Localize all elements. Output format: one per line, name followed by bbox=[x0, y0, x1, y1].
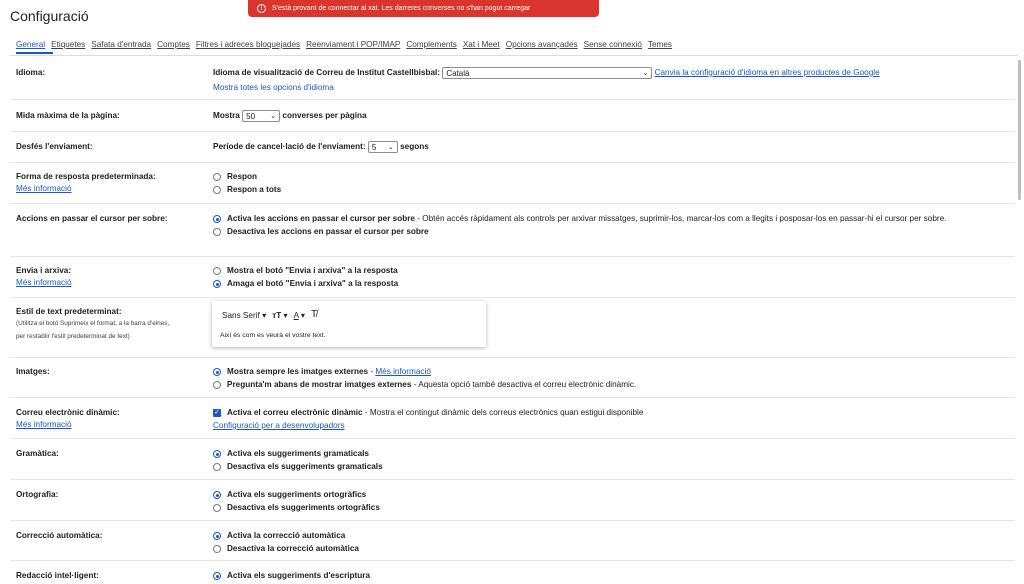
radio-button[interactable] bbox=[213, 504, 221, 512]
option-separator: - bbox=[368, 367, 376, 376]
chevron-down-icon: ⌄ bbox=[642, 69, 649, 77]
setting-label: Desfés l'enviament: bbox=[16, 142, 93, 151]
tab-accounts[interactable]: Comptes bbox=[157, 40, 190, 49]
setting-value bbox=[213, 366, 1009, 392]
setting-value bbox=[213, 141, 1009, 153]
setting-value bbox=[213, 407, 1009, 431]
setting-spelling bbox=[10, 480, 1015, 521]
page-title: Configuració bbox=[10, 8, 89, 24]
more-info-link[interactable]: Més informació bbox=[375, 367, 431, 376]
page-size-select-value: 50 bbox=[246, 111, 256, 121]
setting-value bbox=[213, 489, 1009, 515]
setting-label: Gramàtica: bbox=[16, 449, 59, 458]
show-all-languages-link[interactable]: Mostra totes les opcions d'idioma bbox=[213, 83, 334, 92]
radio-option[interactable] bbox=[213, 448, 1009, 459]
tab-general[interactable]: General bbox=[16, 40, 46, 49]
setting-value bbox=[213, 570, 1009, 583]
setting-label: Mida màxima de la pàgina: bbox=[16, 111, 120, 120]
text-style-editor bbox=[212, 301, 486, 347]
radio-button[interactable] bbox=[213, 545, 221, 553]
more-info-link[interactable]: Més informació bbox=[16, 420, 72, 429]
tab-labels[interactable]: Etiquetes bbox=[51, 40, 86, 49]
setting-images bbox=[10, 358, 1015, 398]
radio-option[interactable] bbox=[213, 213, 1009, 224]
setting-dynamic-email bbox=[10, 398, 1015, 439]
text-style-hint: per restablir l'estil predeterminat de text) bbox=[16, 333, 130, 340]
radio-option[interactable] bbox=[213, 530, 1009, 541]
option-label: Desactiva la correcció automàtica bbox=[227, 544, 359, 553]
tab-forwarding[interactable]: Reenviament i POP/IMAP bbox=[306, 40, 401, 49]
setting-value bbox=[213, 213, 1009, 239]
tab-addons[interactable]: Complements bbox=[406, 40, 457, 49]
text-color-button[interactable] bbox=[294, 310, 305, 320]
tab-inbox[interactable]: Safata d'entrada bbox=[91, 40, 152, 49]
radio-option[interactable] bbox=[213, 366, 1009, 377]
setting-smart-compose bbox=[10, 561, 1015, 581]
option-label: Activa el correu electrònic dinàmic bbox=[227, 408, 363, 417]
tab-offline[interactable]: Sense connexió bbox=[583, 40, 642, 49]
language-select[interactable] bbox=[442, 67, 652, 79]
setting-label: Idioma: bbox=[16, 68, 46, 77]
radio-button[interactable] bbox=[213, 173, 221, 181]
option-label: Activa els suggeriments gramaticals bbox=[227, 449, 369, 458]
setting-hover-actions bbox=[10, 204, 1015, 257]
dynamic-email-label: Correu electrònic dinàmic: bbox=[16, 408, 120, 417]
setting-grammar bbox=[10, 439, 1015, 480]
text-size-icon: ᴛT bbox=[272, 310, 282, 320]
page-size-select[interactable] bbox=[242, 110, 280, 122]
checkbox-checked-icon[interactable]: ✓ bbox=[214, 409, 220, 416]
undo-send-after: segons bbox=[400, 142, 429, 152]
option-label: Amaga el botó "Envia i arxiva" a la resposta bbox=[227, 279, 399, 288]
toast-message: S'està provant de connectar al xat. Les darreres converses no s'han pogut carregar bbox=[272, 5, 531, 12]
option-label: Desactiva les accions en passar el cursor per sobre bbox=[227, 227, 429, 236]
setting-label: Redacció intel·ligent: bbox=[16, 571, 99, 580]
settings-tabs bbox=[16, 40, 672, 49]
option-label: Respon a tots bbox=[227, 185, 282, 194]
radio-option[interactable] bbox=[213, 278, 1009, 289]
radio-button[interactable] bbox=[213, 463, 221, 471]
page-size-after: converses per pàgina bbox=[282, 111, 367, 121]
error-toast bbox=[248, 0, 599, 17]
setting-value bbox=[213, 265, 1009, 291]
more-info-link[interactable]: Més informació bbox=[16, 278, 72, 287]
option-description: - Aquesta opció també desactiva el correu electrònic dinàmic. bbox=[411, 380, 637, 389]
setting-label bbox=[16, 407, 120, 430]
change-language-link[interactable]: Canvia la configuració d'idioma en altres productes de Google bbox=[654, 68, 880, 78]
font-family-select[interactable] bbox=[222, 310, 266, 320]
setting-reply-default bbox=[10, 163, 1015, 204]
option-label: Pregunta'm abans de mostrar imatges externes bbox=[227, 380, 412, 389]
setting-label: Accions en passar el cursor per sobre: bbox=[16, 214, 168, 223]
setting-undo-send bbox=[10, 132, 1015, 163]
send-archive-label: Envia i arxiva: bbox=[16, 266, 72, 275]
option-label: Desactiva els suggeriments gramaticals bbox=[227, 462, 383, 471]
radio-option[interactable] bbox=[213, 379, 1009, 390]
language-select-value: Català bbox=[446, 68, 470, 78]
setting-value bbox=[213, 171, 1009, 197]
text-style-hint: (Utilitza el botó Suprimeix el format, a la barra d'eines, bbox=[16, 320, 170, 327]
setting-value bbox=[213, 67, 1009, 93]
setting-label: Imatges: bbox=[16, 367, 50, 376]
option-label: Respon bbox=[227, 172, 258, 181]
text-color-icon: A bbox=[293, 310, 299, 320]
radio-option[interactable] bbox=[213, 184, 1009, 195]
setting-language bbox=[10, 56, 1015, 100]
more-info-link[interactable]: Més informació bbox=[16, 184, 72, 193]
setting-value bbox=[213, 110, 1009, 122]
tab-filters[interactable]: Filtres i adreces bloquejades bbox=[195, 40, 301, 49]
setting-label bbox=[16, 265, 72, 288]
radio-button-selected[interactable] bbox=[213, 450, 221, 458]
radio-button-selected[interactable] bbox=[213, 368, 221, 376]
chevron-down-icon: ⌄ bbox=[387, 143, 394, 151]
reply-default-label: Forma de resposta predeterminada: bbox=[16, 172, 156, 181]
option-label: Desactiva els suggeriments ortogràfics bbox=[227, 503, 380, 512]
setting-send-archive bbox=[10, 257, 1015, 298]
radio-button[interactable] bbox=[213, 186, 221, 194]
undo-send-before: Període de cancel·lació de l'enviament: bbox=[213, 142, 366, 152]
setting-label bbox=[16, 171, 156, 194]
radio-option[interactable] bbox=[213, 171, 1009, 182]
radio-button[interactable] bbox=[213, 267, 221, 275]
setting-page-size bbox=[10, 100, 1015, 132]
radio-button-selected[interactable] bbox=[213, 215, 221, 223]
remove-formatting-icon[interactable]: T̸ bbox=[311, 309, 318, 320]
active-tab-indicator bbox=[16, 52, 53, 54]
formatting-toolbar bbox=[222, 309, 317, 320]
tab-themes[interactable]: Temes bbox=[647, 40, 673, 49]
radio-button-selected[interactable] bbox=[213, 491, 221, 499]
undo-send-select-value: 5 bbox=[371, 142, 377, 152]
radio-button-selected[interactable] bbox=[213, 572, 221, 580]
option-description: - Obtén accés ràpidament als controls per arxivar missatges, suprimir-los, marcar-los com a llegits i posposar-los en passar-hi el cursor per sobre. bbox=[414, 214, 947, 223]
option-label: Activa les accions en passar el cursor per sobre bbox=[227, 214, 415, 223]
radio-option[interactable] bbox=[213, 543, 1009, 554]
option-label: Activa els suggeriments d'escriptura bbox=[227, 571, 371, 580]
setting-value bbox=[213, 530, 1009, 556]
language-prefix: Idioma de visualització de Correu de Institut Castellbisbal: bbox=[213, 68, 441, 78]
text-style-preview: Així és com es veurà el vostre text. bbox=[220, 332, 326, 339]
option-label: Mostra sempre les imatges externes bbox=[227, 367, 369, 376]
caret-down-icon: ▾ bbox=[283, 310, 288, 320]
caret-down-icon: ▾ bbox=[262, 310, 267, 320]
setting-text-style bbox=[10, 298, 1015, 358]
option-label: Mostra el botó "Envia i arxiva" a la resposta bbox=[227, 266, 398, 275]
tab-chat-meet[interactable]: Xat i Meet bbox=[462, 40, 500, 49]
option-label: Activa els suggeriments ortogràfics bbox=[227, 490, 367, 499]
developer-settings-link[interactable]: Configuració per a desenvolupadors bbox=[213, 421, 345, 430]
settings-list bbox=[10, 56, 1015, 581]
radio-option[interactable] bbox=[213, 502, 1009, 513]
setting-autocorrect bbox=[10, 521, 1015, 561]
font-size-button[interactable] bbox=[272, 310, 287, 320]
text-style-label: Estil de text predeterminat: bbox=[16, 307, 122, 316]
undo-send-select[interactable] bbox=[368, 141, 398, 153]
setting-label: Correcció automàtica: bbox=[16, 531, 103, 540]
radio-option[interactable] bbox=[213, 570, 1009, 581]
radio-option[interactable] bbox=[213, 489, 1009, 500]
radio-option[interactable] bbox=[213, 461, 1009, 472]
font-family-value: Sans Serif bbox=[222, 310, 260, 320]
tab-advanced[interactable]: Opcions avançades bbox=[505, 40, 578, 49]
radio-option[interactable] bbox=[213, 226, 1009, 237]
radio-button[interactable] bbox=[213, 228, 221, 236]
radio-button[interactable] bbox=[213, 381, 221, 389]
option-description: - Mostra el contingut dinàmic dels correus electrònics quan estigui disponible bbox=[362, 408, 644, 417]
chevron-down-icon: ⌄ bbox=[270, 112, 277, 120]
alert-circle-icon: ! bbox=[257, 4, 266, 13]
setting-label bbox=[16, 306, 169, 343]
option-label: Activa la correcció automàtica bbox=[227, 531, 346, 540]
scrollbar[interactable] bbox=[1018, 60, 1021, 200]
radio-button-selected[interactable] bbox=[213, 280, 221, 288]
setting-label: Ortografia: bbox=[16, 490, 59, 499]
radio-option[interactable] bbox=[213, 265, 1009, 276]
checkbox-option[interactable] bbox=[213, 407, 1009, 418]
radio-button-selected[interactable] bbox=[213, 532, 221, 540]
page-size-before: Mostra bbox=[213, 111, 240, 121]
setting-value bbox=[213, 448, 1009, 474]
caret-down-icon: ▾ bbox=[300, 310, 306, 320]
